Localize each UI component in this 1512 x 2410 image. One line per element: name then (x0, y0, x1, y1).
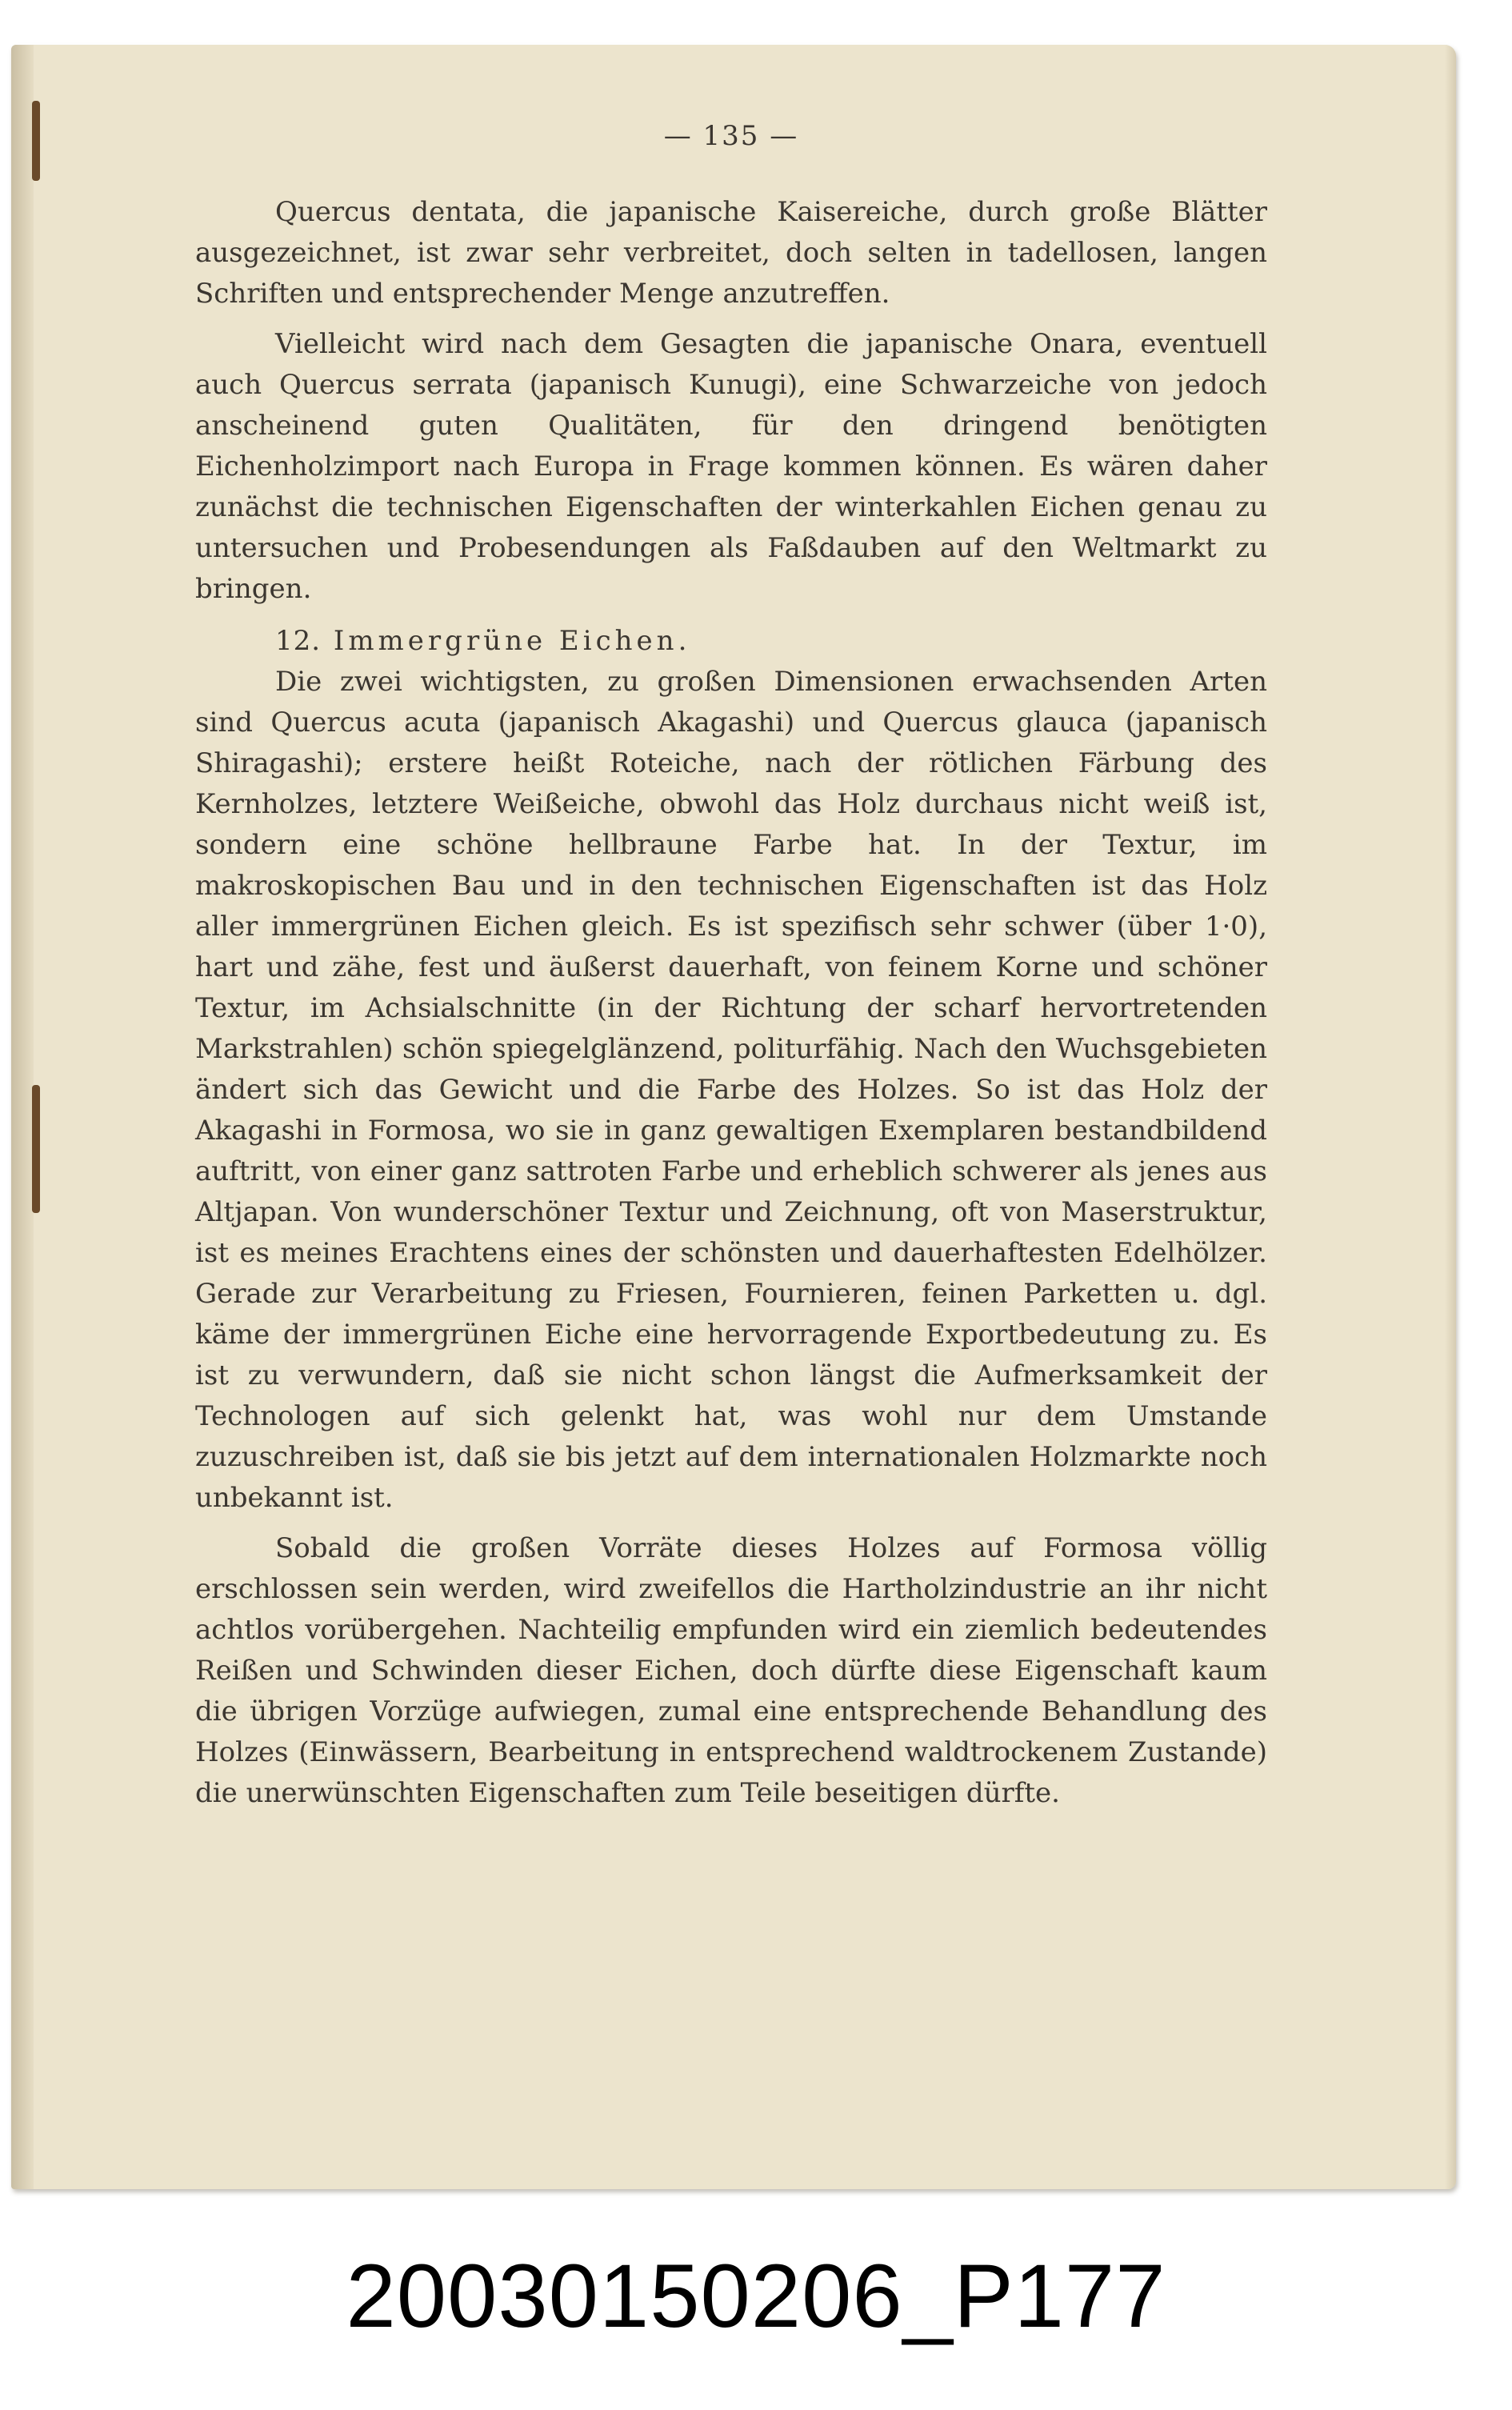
page-number: — 135 — (663, 120, 799, 152)
paragraph: Sobald die großen Vorräte dieses Holzes auf Formosa völlig erschlossen sein werden, wird zweifellos die Hartholzindustrie an ihr nicht achtlos vorübergehen. Nachteilig empfunden wird ein ziemlich bedeutendes Reißen und Schwinden dieser Eichen, doch dürfte diese Eigenschaft kaum die übrigen Vorzüge aufwiegen, zumal eine entsprechende Behandlung des Holzes (Einwässern, Bearbeitung in entsprechend waldtrockenem Zustande) die unerwünschten Eigenschaften zum Teile beseitigen dürfte. (195, 1532, 1267, 1809)
paragraph: Vielleicht wird nach dem Gesagten die japanische Onara, eventuell auch Quercus serrata (japanisch Kunugi), eine Schwarzeiche von jedoch anscheinend guten Qualitäten, für den dringend benötigten Eichenholzimport nach Europa in Frage kommen können. Es wären daher zunächst die technischen Eigenschaften der winterkahlen Eichen genau zu untersuchen und Probesendungen als Faßdauben auf den Weltmarkt zu bringen. (195, 328, 1267, 605)
page-text-block (195, 112, 1267, 1824)
section-title: Immergrüne Eichen. (333, 625, 691, 657)
binding-stain-top (32, 101, 40, 181)
page-edge-shadow (1445, 45, 1456, 2189)
section-heading (195, 621, 1267, 662)
paragraph: Die zwei wichtigsten, zu großen Dimensionen erwachsenden Arten sind Quercus acuta (japanisch Akagashi) und Quercus glauca (japanisch Shiragashi); erstere heißt Roteiche, nach der rötlichen Färbung des Kernholzes, letztere Weißeiche, obwohl das Holz durchaus nicht weiß ist, sondern eine schöne hellbraune Farbe hat. In der Textur, im makroskopischen Bau und in den technischen Eigenschaften ist das Holz aller immergrünen Eichen gleich. Es ist spezifisch sehr schwer (über 1·0), hart und zähe, fest und äußerst dauerhaft, von feinem Korne und schöner Textur, im Achsialschnitte (in der Richtung der scharf hervortretenden Markstrahlen) schön spiegelglänzend, politurfähig. Nach den Wuchsgebieten ändert sich das Gewicht und die Farbe des Holzes. So ist das Holz der Akagashi in Formosa, wo sie in ganz gewaltigen Exemplaren bestandbildend auftritt, von einer ganz sattroten Farbe und erheblich schwerer als jenes aus Altjapan. Von wunderschöner Textur und Zeichnung, oft von Maserstruktur, ist es meines Erachtens eines der schönsten und dauerhaftesten Edelhölzer. Gerade zur Verarbeitung zu Friesen, Fournieren, feinen Parketten u. dgl. käme der immergrünen Eiche eine hervorragende Exportbedeutung zu. Es ist zu verwundern, daß sie nicht schon längst die Aufmerksamkeit der Technologen auf sich gelenkt hat, was wohl nur dem Umstande zuzuschreiben ist, daß sie bis jetzt auf dem internationalen Holzmarkte noch unbekannt ist. (195, 666, 1267, 1514)
paragraph: Quercus dentata, die japanische Kaisereiche, durch große Blätter ausgezeichnet, ist zwar sehr verbreitet, doch selten in tadellosen, langen Schriften und entsprechender Menge anzutreffen. (195, 196, 1267, 310)
binding-stain-bottom (32, 1085, 40, 1213)
page-gutter-shadow (11, 45, 34, 2189)
section-number: 12. (275, 625, 322, 657)
catalog-id: 20030150206_P177 (346, 2246, 1166, 2346)
